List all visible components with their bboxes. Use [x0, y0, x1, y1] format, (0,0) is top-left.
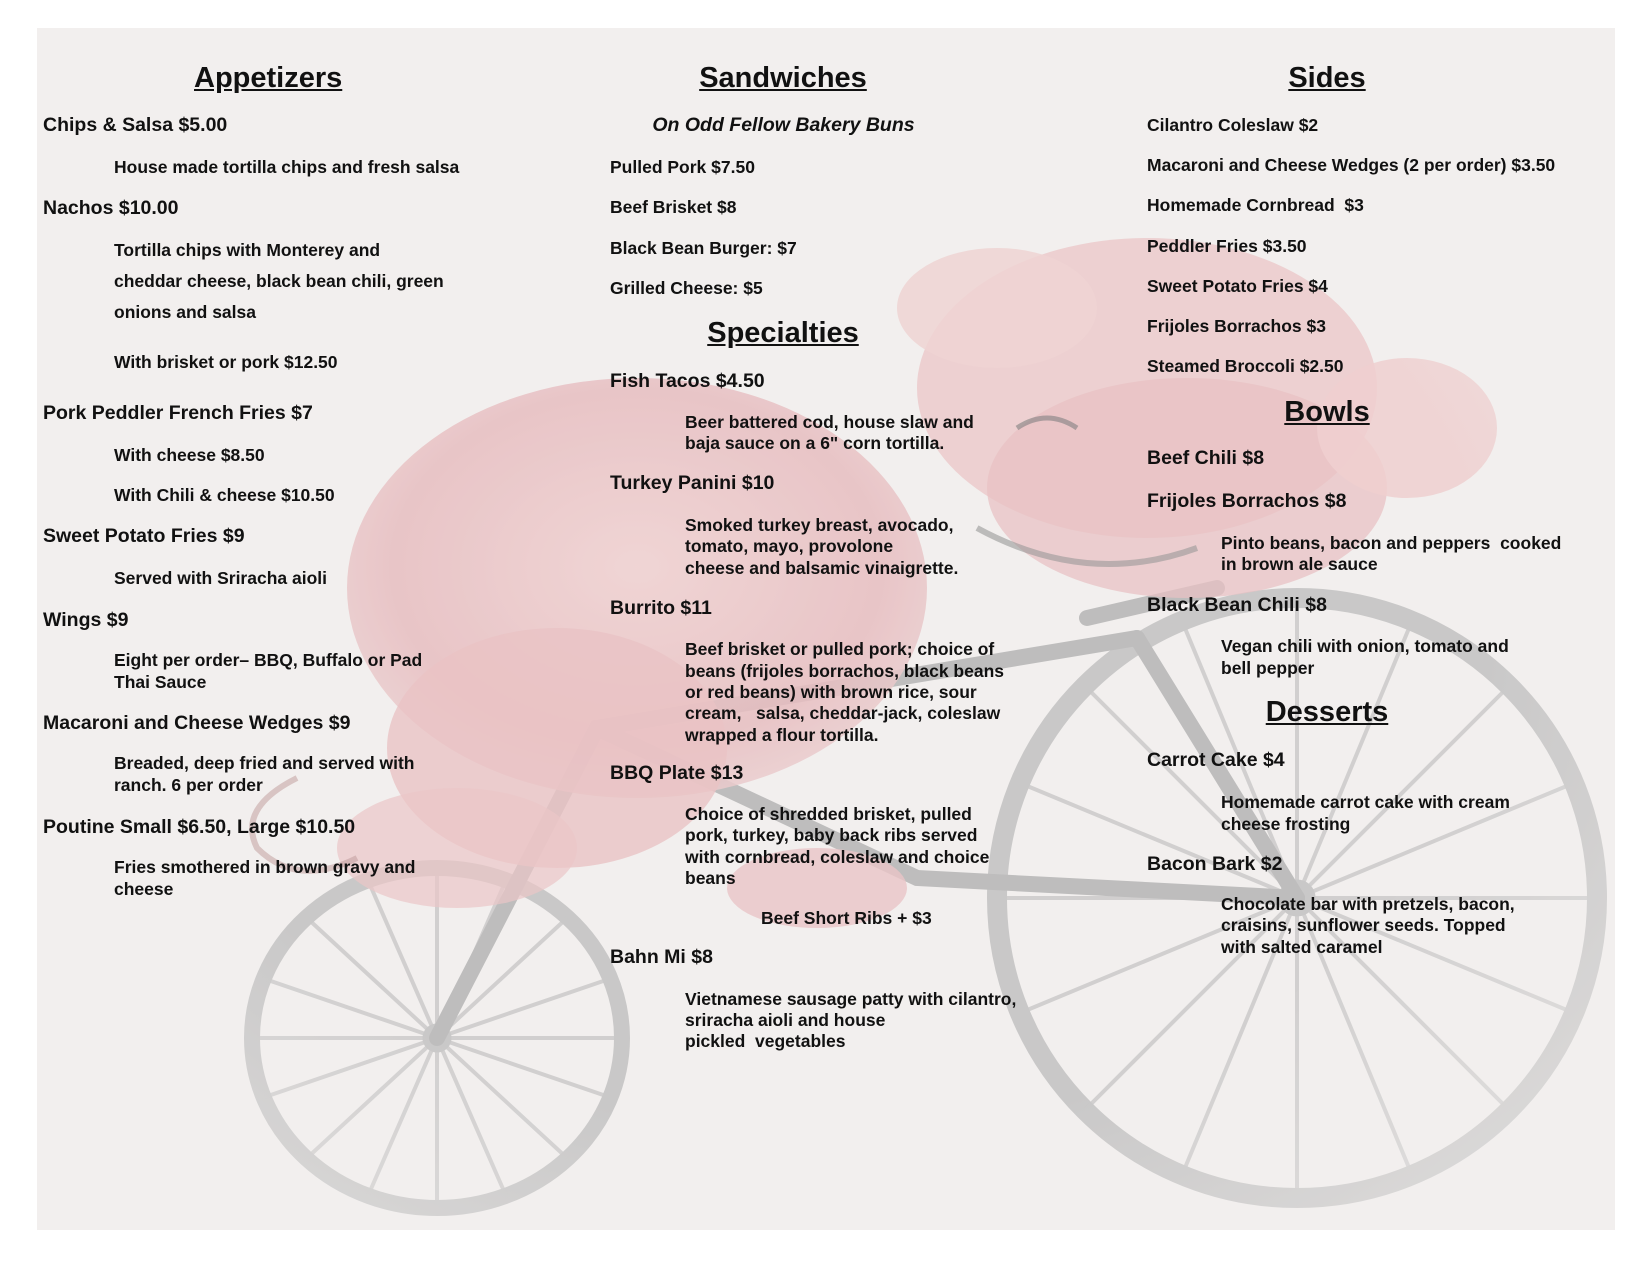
burrito-desc-line: beans (frijoles borrachos, black beans [685, 661, 1004, 681]
mac-cheese-desc-line: ranch. 6 per order [114, 775, 263, 795]
poutine-desc-line: cheese [114, 879, 174, 899]
sweet-potato-fries-item: Sweet Potato Fries $9 [43, 525, 245, 547]
burrito-desc-line: or red beans) with brown rice, sour [685, 682, 977, 702]
side-item: Cilantro Coleslaw $2 [1147, 115, 1319, 135]
black-bean-desc-line: Vegan chili with onion, tomato and [1221, 636, 1509, 656]
bbq-plate-item: BBQ Plate $13 [610, 762, 744, 784]
bbq-extra: Beef Short Ribs + $3 [761, 908, 932, 928]
menu-page [37, 28, 1615, 1230]
fish-tacos-desc-line: baja sauce on a 6" corn tortilla. [685, 433, 945, 453]
panini-desc-line: cheese and balsamic vinaigrette. [685, 558, 959, 578]
poutine-desc-line: Fries smothered in brown gravy and [114, 857, 416, 877]
bacon-bark-desc-line: with salted caramel [1221, 937, 1383, 957]
burrito-desc-line: cream, salsa, cheddar-jack, coleslaw [685, 703, 1001, 723]
black-bean-chili-item: Black Bean Chili $8 [1147, 594, 1327, 616]
panini-desc-line: tomato, mayo, provolone [685, 536, 894, 556]
specialties-heading: Specialties [707, 317, 859, 349]
bbq-desc-line: pork, turkey, baby back ribs served [685, 825, 978, 845]
sandwich-item: Grilled Cheese: $5 [610, 278, 763, 298]
nachos-extra: With brisket or pork $12.50 [114, 352, 338, 372]
appetizers-heading: Appetizers [194, 62, 343, 94]
burrito-desc-line: Beef brisket or pulled pork; choice of [685, 639, 995, 659]
sandwich-item: Pulled Pork $7.50 [610, 157, 755, 177]
desserts-heading: Desserts [1265, 696, 1389, 728]
side-item: Peddler Fries $3.50 [1147, 236, 1307, 256]
nachos-desc-line: cheddar cheese, black bean chili, green [114, 271, 444, 291]
black-bean-desc-line: bell pepper [1221, 658, 1315, 678]
mac-cheese-item: Macaroni and Cheese Wedges $9 [43, 712, 351, 734]
side-item: Homemade Cornbread $3 [1147, 195, 1364, 215]
bowls-heading: Bowls [1284, 396, 1370, 428]
sandwiches-heading: Sandwiches [699, 62, 867, 94]
fries-cheese-option: With cheese $8.50 [114, 445, 265, 465]
carrot-cake-desc-line: cheese frosting [1221, 814, 1351, 834]
chips-salsa-desc: House made tortilla chips and fresh salsa [114, 157, 460, 177]
sandwich-item: Black Bean Burger: $7 [610, 238, 797, 258]
sandwiches-subheading: On Odd Fellow Bakery Buns [652, 114, 915, 136]
wings-desc-line: Thai Sauce [114, 672, 207, 692]
poutine-item: Poutine Small $6.50, Large $10.50 [43, 816, 356, 838]
bbq-desc-line: with cornbread, coleslaw and choice [685, 847, 990, 867]
nachos-item: Nachos $10.00 [43, 197, 179, 219]
nachos-desc-line: onions and salsa [114, 302, 256, 322]
bacon-bark-desc-line: Chocolate bar with pretzels, bacon, [1221, 894, 1515, 914]
side-item: Steamed Broccoli $2.50 [1147, 356, 1344, 376]
turkey-panini-item: Turkey Panini $10 [610, 472, 775, 494]
panini-desc-line: Smoked turkey breast, avocado, [685, 515, 954, 535]
chips-salsa-item: Chips & Salsa $5.00 [43, 114, 228, 136]
burrito-item: Burrito $11 [610, 597, 712, 619]
fish-tacos-desc-line: Beer battered cod, house slaw and [685, 412, 974, 432]
burrito-desc-line: wrapped a flour tortilla. [685, 725, 879, 745]
bacon-bark-item: Bacon Bark $2 [1147, 853, 1283, 875]
bbq-desc-line: beans [685, 868, 736, 888]
side-item: Sweet Potato Fries $4 [1147, 276, 1328, 296]
frijoles-desc-line: Pinto beans, bacon and peppers cooked [1221, 533, 1562, 553]
wings-desc-line: Eight per order– BBQ, Buffalo or Pad [114, 650, 423, 670]
bahn-mi-item: Bahn Mi $8 [610, 946, 713, 968]
side-item: Frijoles Borrachos $3 [1147, 316, 1326, 336]
sweet-potato-desc: Served with Sriracha aioli [114, 568, 327, 588]
bbq-desc-line: Choice of shredded brisket, pulled [685, 804, 972, 824]
bahn-mi-desc-line: pickled vegetables [685, 1031, 846, 1051]
frijoles-bowl-item: Frijoles Borrachos $8 [1147, 490, 1347, 512]
wings-item: Wings $9 [43, 609, 129, 631]
french-fries-item: Pork Peddler French Fries $7 [43, 402, 313, 424]
carrot-cake-item: Carrot Cake $4 [1147, 749, 1285, 771]
sandwich-item: Beef Brisket $8 [610, 197, 737, 217]
beef-chili-item: Beef Chili $8 [1147, 447, 1265, 469]
sides-heading: Sides [1288, 62, 1366, 94]
frijoles-desc-line: in brown ale sauce [1221, 554, 1378, 574]
bahn-mi-desc-line: sriracha aioli and house [685, 1010, 886, 1030]
fries-chili-option: With Chili & cheese $10.50 [114, 485, 335, 505]
bahn-mi-desc-line: Vietnamese sausage patty with cilantro, [685, 989, 1017, 1009]
fish-tacos-item: Fish Tacos $4.50 [610, 370, 765, 392]
bacon-bark-desc-line: craisins, sunflower seeds. Topped [1221, 915, 1506, 935]
carrot-cake-desc-line: Homemade carrot cake with cream [1221, 792, 1510, 812]
mac-cheese-desc-line: Breaded, deep fried and served with [114, 753, 415, 773]
side-item: Macaroni and Cheese Wedges (2 per order) $3.50 [1147, 155, 1556, 175]
nachos-desc-line: Tortilla chips with Monterey and [114, 240, 381, 260]
